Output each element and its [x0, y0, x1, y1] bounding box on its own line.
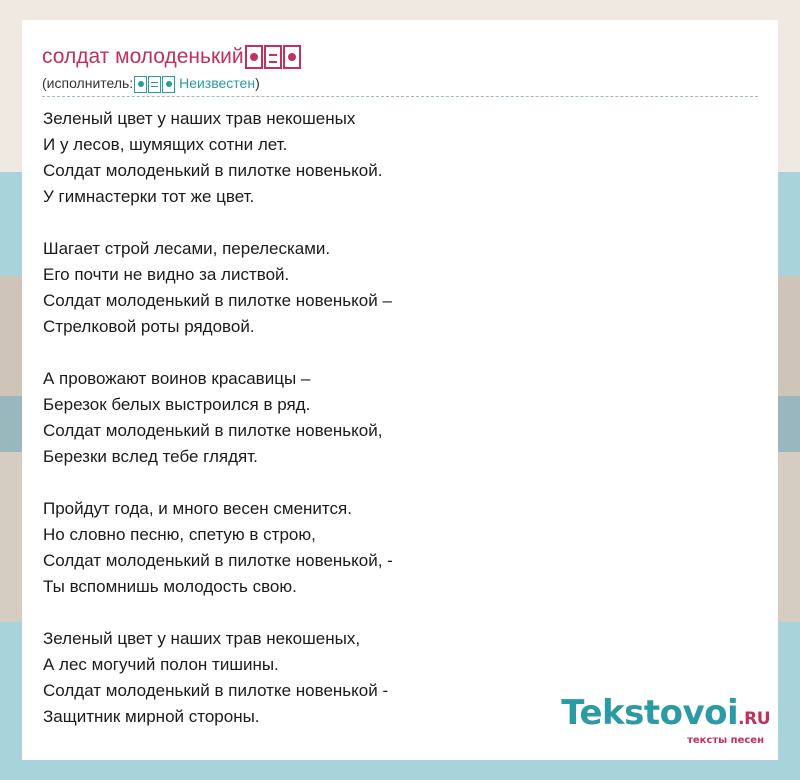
missing-glyph-icons	[244, 45, 301, 69]
missing-glyph-icon	[134, 76, 147, 93]
lyric-line: Солдат молоденький в пилотке новенькой –	[43, 291, 392, 310]
lyric-line: А провожают воинов красавицы –	[43, 369, 311, 388]
lyric-line: Березок белых выстроился в ряд.	[43, 395, 311, 414]
artist-label: (исполнитель:	[42, 75, 134, 91]
lyric-line: Пройдут года, и много весен сменится.	[43, 499, 352, 518]
lyric-line: Солдат молоденький в пилотке новенькой,	[43, 421, 383, 440]
artist-link[interactable]: Неизвестен	[179, 75, 256, 91]
lyric-line: Березки вслед тебе глядят.	[43, 447, 258, 466]
artist-close: )	[255, 75, 260, 91]
lyric-line: У гимнастерки тот же цвет.	[43, 187, 255, 206]
logo-wordmark	[561, 695, 770, 737]
lyric-line: А лес могучий полон тишины.	[43, 655, 279, 674]
lyrics-text	[43, 106, 743, 756]
song-title-text: солдат молоденький	[42, 45, 244, 68]
stanza	[43, 496, 743, 600]
lyric-line: И у лесов, шумящих сотни лет.	[43, 135, 288, 154]
lyric-line: Солдат молоденький в пилотке новенькой.	[43, 161, 383, 180]
lyric-line: Его почти не видно за листвой.	[43, 265, 290, 284]
lyric-line: Стрелковой роты рядовой.	[43, 317, 255, 336]
lyric-line: Зеленый цвет у наших трав некошеных	[43, 109, 356, 128]
missing-glyph-icon	[245, 45, 263, 69]
lyric-line: Зеленый цвет у наших трав некошеных,	[43, 629, 361, 648]
stanza	[43, 236, 743, 340]
logo-main-text: Tekstovoi	[561, 693, 739, 733]
stanza	[43, 366, 743, 470]
logo-tagline: тексты песен	[687, 735, 764, 746]
stanza	[43, 106, 743, 210]
missing-glyph-icon	[148, 76, 161, 93]
lyric-line: Солдат молоденький в пилотке новенькой, -	[43, 551, 393, 570]
lyric-line: Ты вспомнишь молодость свою.	[43, 577, 297, 596]
lyric-line: Но словно песню, спетую в строю,	[43, 525, 316, 544]
lyric-line: Шагает строй лесами, перелесками.	[43, 239, 331, 258]
missing-glyph-icon	[162, 76, 175, 93]
song-title	[42, 44, 301, 70]
logo-tld: .RU	[738, 709, 770, 729]
lyric-line: Солдат молоденький в пилотке новенькой -	[43, 681, 389, 700]
missing-glyph-icon	[283, 45, 301, 69]
missing-glyph-icons	[133, 76, 175, 93]
lyrics-card	[22, 20, 778, 760]
missing-glyph-icon	[264, 45, 282, 69]
artist-line	[42, 74, 758, 97]
lyric-line: Защитник мирной стороны.	[43, 707, 260, 726]
site-logo[interactable]	[561, 695, 770, 746]
